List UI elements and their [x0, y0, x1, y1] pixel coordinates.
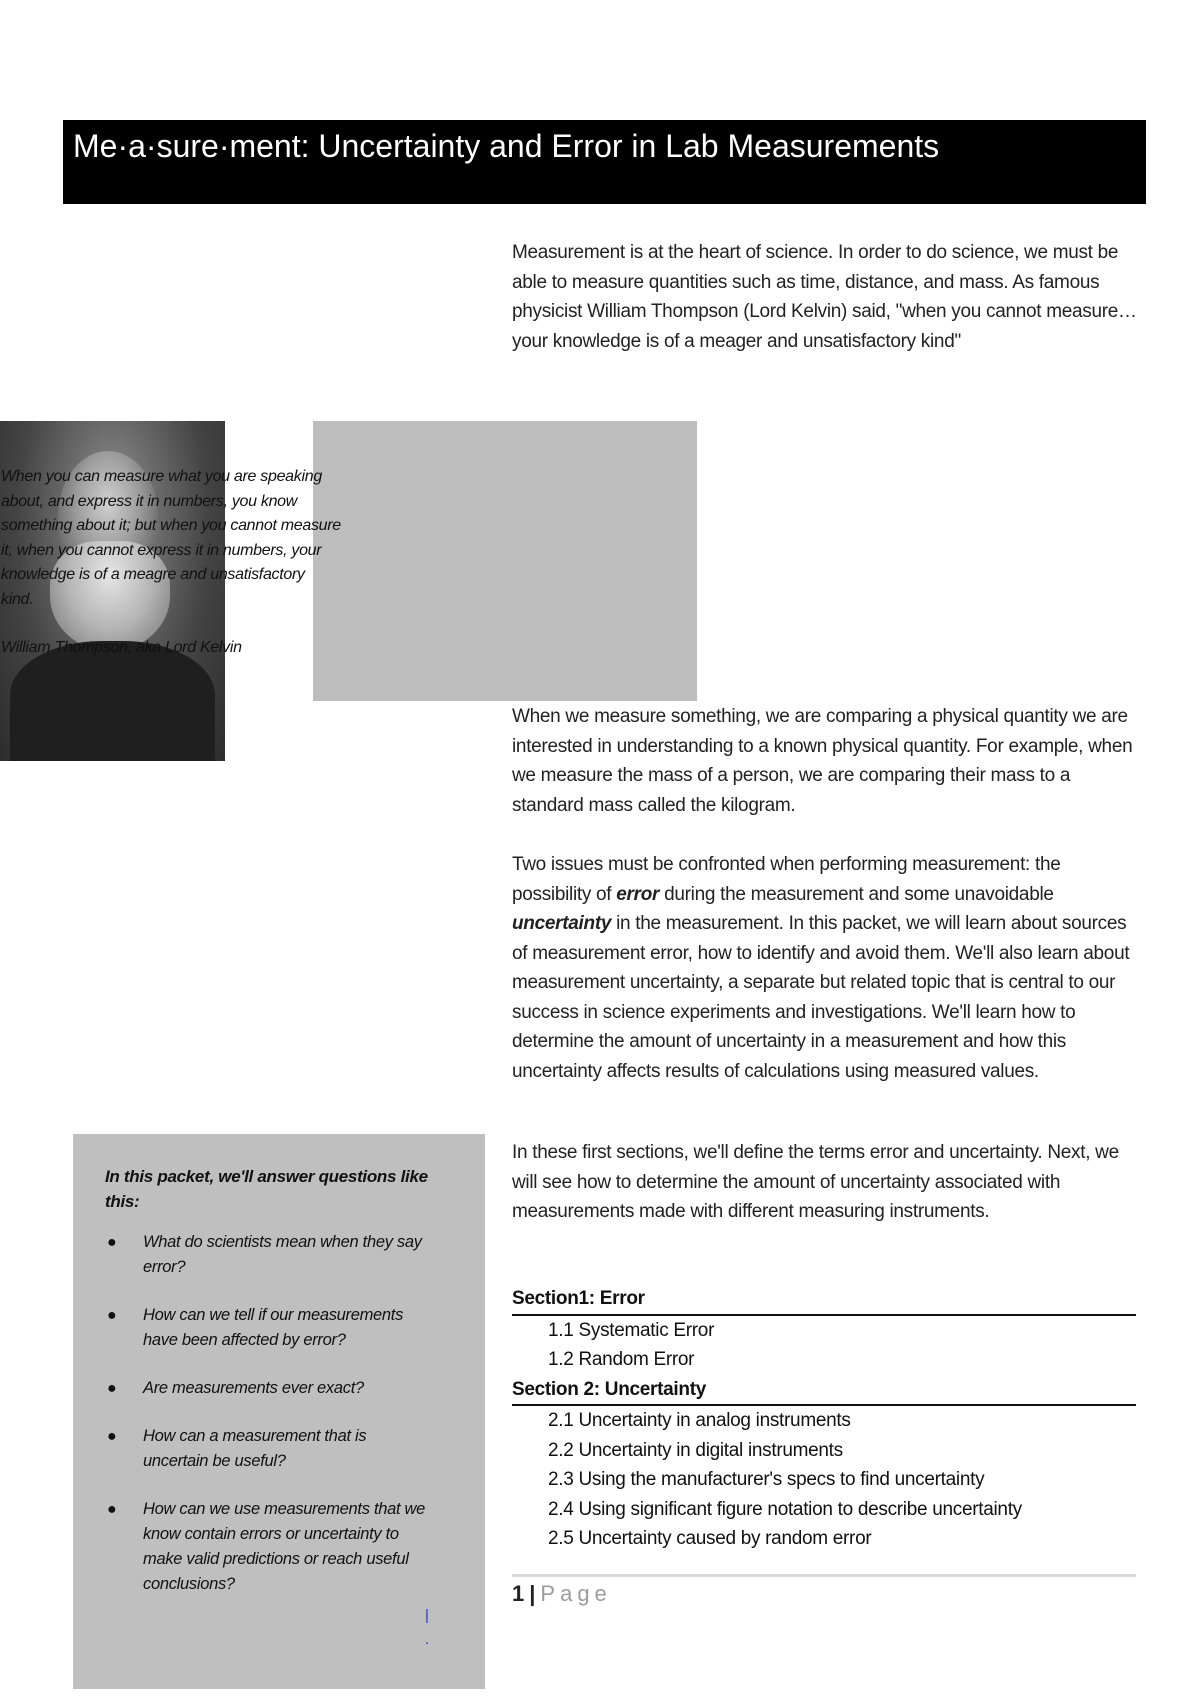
question-item: ● Are measurements ever exact?: [103, 1376, 433, 1401]
comparison-text: When we measure something, we are comparing a physical quantity we are interested in understanding to a known physical quantity. For example, when we measure the mass of a person, we are comparing their mass to a standard mass called the kilogram.: [512, 706, 1133, 816]
issues-text-2: during the measurement and some unavoidable: [659, 883, 1054, 905]
page-label: Page: [540, 1581, 612, 1606]
title-bar: [63, 120, 1146, 204]
questions-list: [103, 1230, 433, 1620]
toc-section1-heading: Section1: Error: [512, 1284, 1136, 1316]
quote-text: When you can measure what you are speaking about, and express it in numbers, you know something about it; but when you cannot measure it, when you cannot express it in numbers, your knowledge is of a meagre and unsatisfactory kind.: [1, 468, 341, 608]
uncertainty-term: uncertainty: [512, 913, 612, 934]
question-item: ● How can we use measurements that we know contain errors or uncertainty to make valid predictions or reach useful conclusions?: [103, 1497, 433, 1597]
table-of-contents: [512, 1284, 1136, 1554]
page-number: 1: [512, 1581, 526, 1606]
sections-intro-paragraph: [512, 1138, 1140, 1227]
toc-item: 2.1 Uncertainty in analog instruments: [548, 1410, 851, 1431]
error-term: error: [616, 883, 660, 905]
kelvin-quote: [1, 465, 341, 661]
bullet-icon: ●: [107, 1428, 117, 1445]
intro-text: Measurement is at the heart of science. In order to do science, we must be able to measure quantities such as time, distance, and mass. As famous physicist William Thompson (Lord Kelvin) said, "when you cannot measure… your knowledge is of a meager and unsatisfactory kind": [512, 242, 1137, 352]
footer-separator: |: [529, 1581, 537, 1606]
questions-sidebar: [73, 1134, 485, 1689]
bullet-icon: ●: [107, 1234, 117, 1251]
toc-item: 2.2 Uncertainty in digital instruments: [548, 1439, 843, 1461]
toc-item: 2.4 Using significant figure notation to describe uncertainty: [548, 1498, 1022, 1520]
issues-paragraph: [512, 850, 1140, 1086]
page-title: Me·a·sure·ment: Uncertainty and Error in Lab Measurements: [73, 128, 940, 164]
issues-text: [512, 850, 1140, 1086]
page-footer: [512, 1574, 1136, 1607]
toc-item: 2.5 Uncertainty caused by random error: [548, 1528, 872, 1549]
bullet-icon: ●: [107, 1307, 117, 1324]
question-item: ● What do scientists mean when they say error?: [103, 1230, 433, 1280]
toc-item: 1.1 Systematic Error: [548, 1319, 715, 1341]
question-item: ● How can a measurement that is uncertain be useful?: [103, 1424, 433, 1474]
sidebar-lead: In this packet, we'll answer questions like this:: [105, 1167, 428, 1211]
image-placeholder: [313, 421, 697, 701]
issues-text-1: Two issues must be confronted when performing measurement: the possibility of: [512, 854, 1061, 905]
question-item: ● How can we tell if our measurements have been affected by error?: [103, 1303, 433, 1353]
issues-text-3: in the measurement. In this packet, we will learn about sources of measurement error, how to identify and avoid them. We'll also learn about measurement uncertainty, a separate but related topic that is central to our success in science experiments and investigations. We'll learn how to determine the amount of uncertainty in a measurement and how this uncertainty affects results of calculations using measured values.: [512, 913, 1130, 1082]
toc-item: 2.3 Using the manufacturer's specs to find uncertainty: [548, 1469, 985, 1490]
comparison-paragraph: [512, 702, 1140, 820]
quote-attribution: William Thompson, aka Lord Kelvin: [1, 639, 242, 656]
intro-paragraph: [512, 238, 1140, 356]
sidebar-link[interactable]: | .: [425, 1607, 430, 1648]
toc-section2-heading: Section 2: Uncertainty: [512, 1375, 1136, 1407]
toc-item: 1.2 Random Error: [548, 1349, 695, 1370]
bullet-icon: ●: [107, 1501, 117, 1518]
sections-intro-text: In these first sections, we'll define the terms error and uncertainty. Next, we will see how to determine the amount of uncertainty associated with measurements made with different measuring instruments.: [512, 1142, 1119, 1222]
bullet-icon: ●: [107, 1380, 117, 1397]
